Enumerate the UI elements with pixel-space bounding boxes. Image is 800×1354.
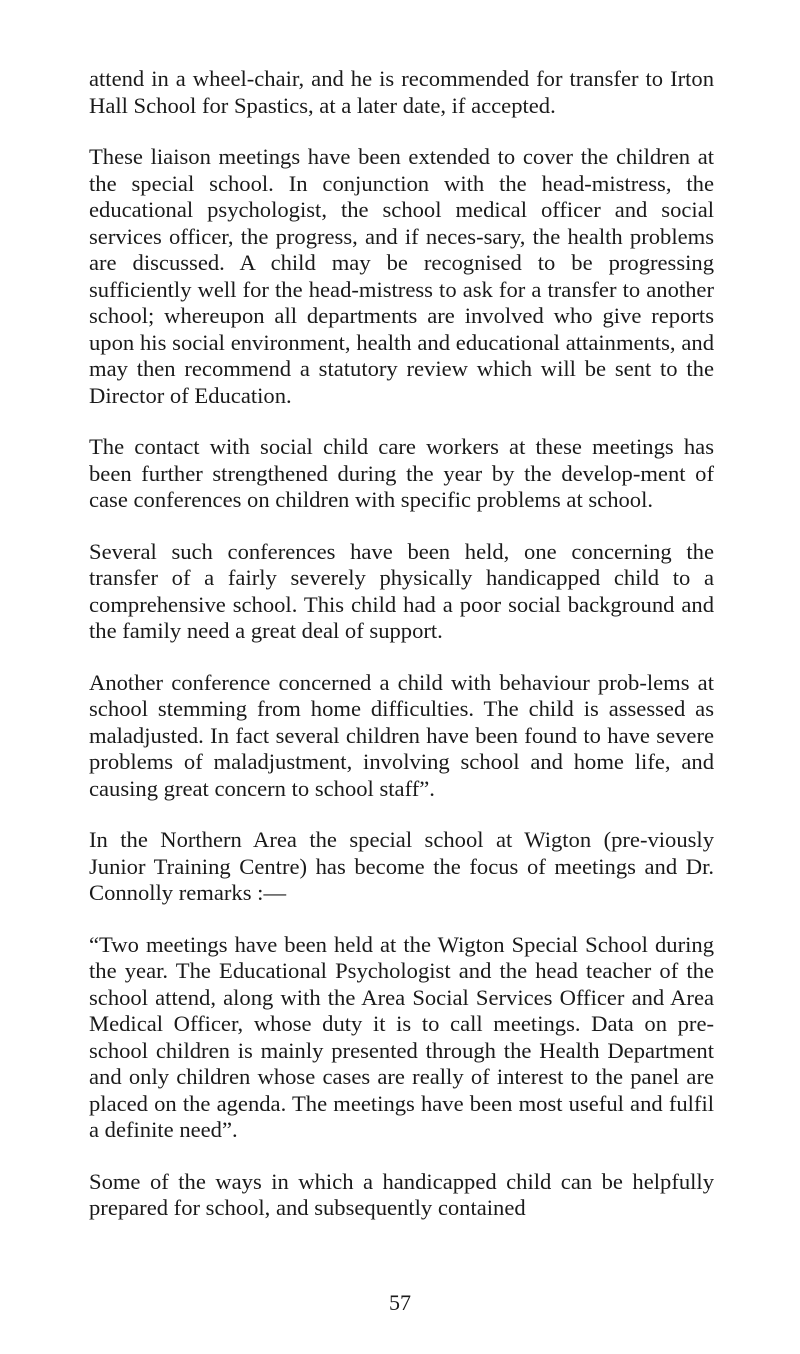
body-text (89, 66, 714, 1247)
paragraph-8: Some of the ways in which a handicapped child can be helpfully prepared for school, and subsequently contained (89, 1168, 714, 1220)
paragraph-7: “Two meetings have been held at the Wigton Special School during the year. The Educational Psychologist and the head teacher of the school attend, along with the Area Social Services Officer and Area Medical Officer, whose duty it is to call meetings. Data on pre-school children is mainly presented through the Health Department and only children whose cases are really of interest to the panel are placed on the agenda. The meetings have been most useful and fulfil a definite need”. (89, 931, 714, 1142)
paragraph-1: attend in a wheel-chair, and he is recommended for transfer to Irton Hall School for Spastics, at a later date, if accepted. (89, 66, 714, 118)
paragraph-3: The contact with social child care workers at these meetings has been further strengthened during the year by the develop-ment of case conferences on children with specific problems at school. (89, 434, 714, 512)
paragraph-2: These liaison meetings have been extended to cover the children at the special school. In conjunction with the head-mistress, the educational psychologist, the school medical officer and social services officer, the progress, and if neces-sary, the health problems are discussed. A child may be recognised to be progressing sufficiently well for the head-mistress to ask for a transfer to another school; whereupon all departments are involved who give reports upon his social environment, health and educational attainments, and may then recommend a statutory review which will be sent to the Director of Education. (89, 144, 714, 408)
paragraph-5: Another conference concerned a child with behaviour prob-lems at school stemming from home difficulties. The child is assessed as maladjusted. In fact several children have been found to have severe problems of maladjustment, involving school and home life, and causing great concern to school staff”. (89, 669, 714, 801)
paragraph-4: Several such conferences have been held, one concerning the transfer of a fairly severely physically handicapped child to a comprehensive school. This child had a poor social background and the family need a great deal of support. (89, 538, 714, 643)
page-number: 57 (389, 1290, 411, 1315)
paragraph-6: In the Northern Area the special school at Wigton (pre-viously Junior Training Centre) has become the focus of meetings and Dr. Connolly remarks :— (89, 827, 714, 905)
